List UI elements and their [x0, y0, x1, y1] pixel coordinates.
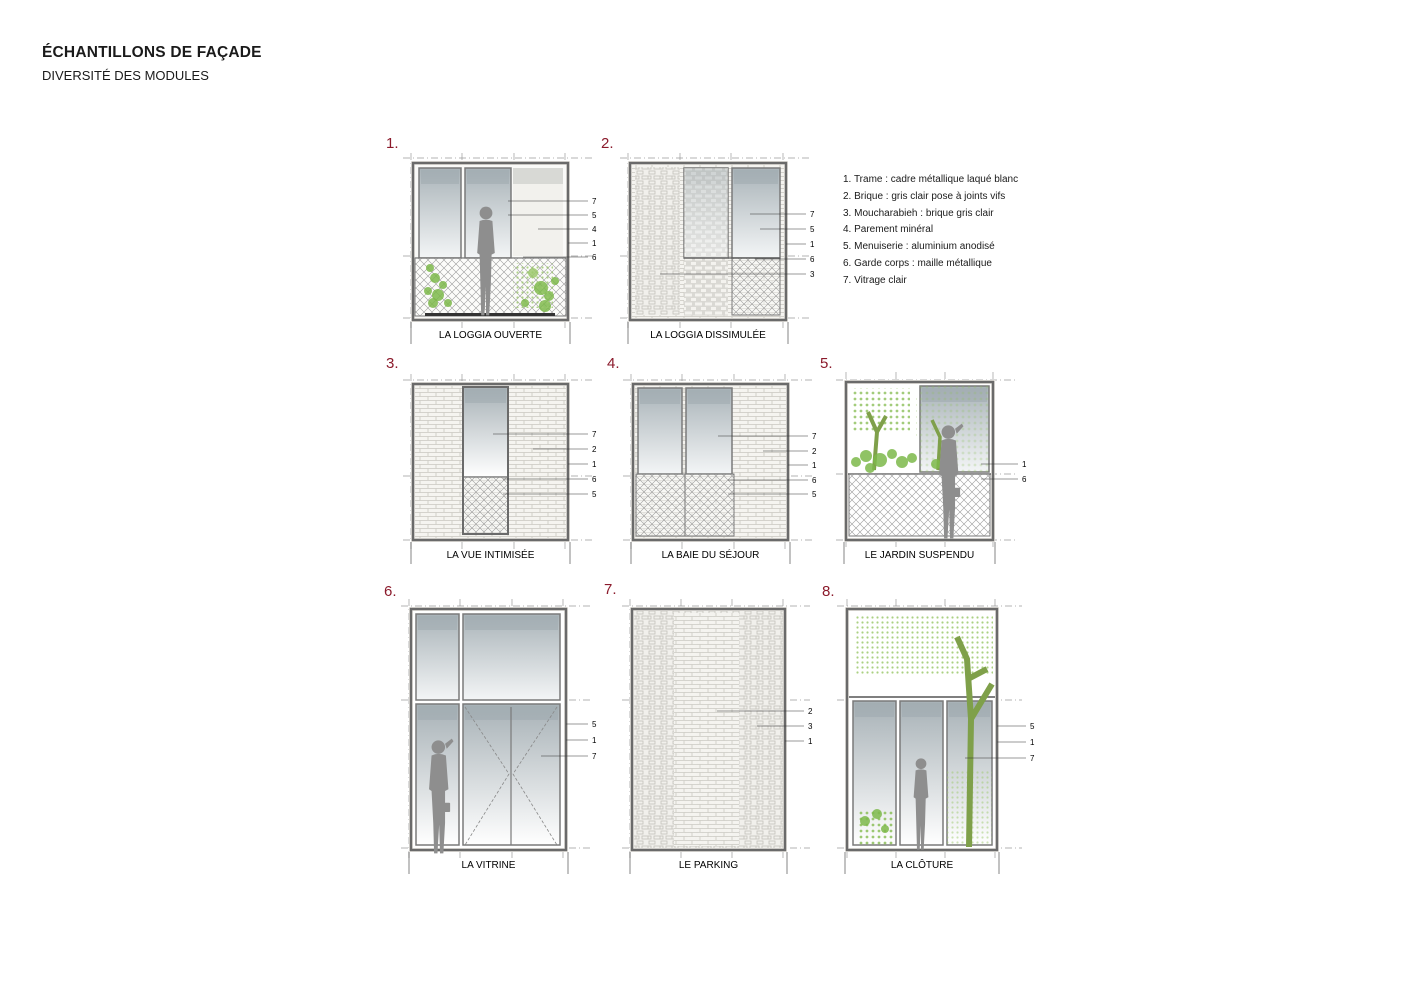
callout-number: 5: [810, 225, 815, 234]
callout-number: 6: [592, 253, 597, 262]
module-number: 5.: [820, 355, 833, 372]
facade-module: [386, 135, 597, 344]
facade-module: [384, 583, 597, 874]
callout-number: 6: [810, 255, 815, 264]
legend-item: 4. Parement minéral: [843, 224, 934, 236]
module-number: 6.: [384, 583, 397, 600]
vegetation-blob: [860, 816, 870, 826]
legend-item: 5. Menuiserie : aluminium anodisé: [843, 241, 995, 253]
vegetation-blob: [873, 453, 887, 467]
vegetation-blob: [907, 453, 917, 463]
facade-module: [601, 135, 815, 344]
mineral-cladding: [513, 184, 563, 256]
tree-canopy: [855, 614, 993, 674]
legend-item: 2. Brique : gris clair pose à joints vifs: [843, 190, 1006, 202]
facade-module: [604, 581, 813, 874]
page-title: ÉCHANTILLONS DE FAÇADE: [42, 44, 262, 61]
callout-number: 5: [1030, 722, 1035, 731]
glass-reflection: [465, 389, 506, 403]
glass-reflection: [640, 390, 680, 404]
vegetation-blob: [439, 281, 447, 289]
module-caption: LA VUE INTIMISÉE: [446, 550, 535, 561]
callout-number: 7: [812, 432, 817, 441]
module-number: 3.: [386, 355, 399, 372]
callout-number: 5: [592, 490, 597, 499]
callout-number: 1: [1022, 460, 1027, 469]
facade-module: [386, 355, 597, 564]
glass-reflection: [418, 706, 457, 720]
callout-number: 1: [592, 460, 597, 469]
callout-number: 1: [810, 240, 815, 249]
moucharabieh-overlay: [684, 168, 728, 316]
legend-item: 1. Trame : cadre métallique laqué blanc: [843, 174, 1019, 185]
vegetation-blob: [428, 298, 438, 308]
callout-number: 5: [812, 490, 817, 499]
glass-reflection: [465, 616, 558, 630]
module-number: 4.: [607, 355, 620, 372]
module-caption: LA LOGGIA DISSIMULÉE: [650, 330, 766, 341]
callout-number: 6: [592, 475, 597, 484]
module-number: 1.: [386, 135, 399, 152]
vegetation-blob: [424, 287, 432, 295]
callout-number: 2: [812, 447, 817, 456]
vegetation-blob: [896, 456, 908, 468]
module-caption: LA VITRINE: [461, 860, 516, 871]
mesh-guardrail: [732, 258, 780, 315]
callout-number: 2: [808, 707, 813, 716]
legend-item: 7. Vitrage clair: [843, 274, 907, 286]
glass-reflection: [467, 170, 509, 184]
vegetation-dots: [513, 263, 553, 308]
facade-module: [822, 583, 1035, 874]
moucharabieh-panel: [635, 167, 680, 315]
vegetation-blob: [430, 273, 440, 283]
legend-item: 6. Garde corps : maille métallique: [843, 257, 992, 269]
legend-item: 3. Moucharabieh : brique gris clair: [843, 207, 994, 219]
callout-number: 7: [592, 430, 597, 439]
glass-reflection: [688, 390, 730, 404]
page-subtitle: DIVERSITÉ DES MODULES: [42, 68, 209, 83]
vegetation-blob: [887, 449, 897, 459]
glass-reflection: [902, 703, 941, 717]
glass-reflection: [734, 170, 778, 184]
vegetation-blob: [860, 450, 872, 462]
callout-number: 7: [810, 210, 815, 219]
mesh-guardrail: [849, 474, 990, 536]
vegetation-blob: [444, 299, 452, 307]
module-number: 7.: [604, 581, 617, 598]
glass-reflection: [855, 703, 894, 717]
callout-number: 6: [812, 476, 817, 485]
glass-reflection: [418, 616, 457, 630]
mesh-guardrail: [463, 477, 508, 534]
vegetation-blob: [851, 457, 861, 467]
module-caption: LA LOGGIA OUVERTE: [438, 330, 543, 341]
vegetation-blob: [931, 459, 941, 469]
callout-number: 1: [592, 736, 597, 745]
callout-number: 5: [592, 211, 597, 220]
module-grid: [384, 135, 1035, 874]
vegetation-blob: [426, 264, 434, 272]
facade-module: [607, 355, 817, 564]
module-caption: LA CLÔTURE: [890, 860, 954, 871]
callout-number: 1: [1030, 738, 1035, 747]
callout-number: 2: [592, 445, 597, 454]
callout-number: 7: [1030, 754, 1035, 763]
callout-number: 1: [808, 737, 813, 746]
callout-number: 3: [810, 270, 815, 279]
callout-number: 3: [808, 722, 813, 731]
module-caption: LE JARDIN SUSPENDU: [864, 550, 975, 561]
glass-reflection: [421, 170, 459, 184]
callout-number: 6: [1022, 475, 1027, 484]
callout-number: 1: [592, 239, 597, 248]
module-number: 8.: [822, 583, 835, 600]
callout-number: 4: [592, 225, 597, 234]
facade-module: [820, 355, 1027, 564]
callout-number: 7: [592, 197, 597, 206]
slab-edge: [425, 313, 555, 316]
mineral-cladding: [513, 168, 563, 184]
module-caption: LA BAIE DU SÉJOUR: [661, 550, 760, 561]
callout-number: 7: [592, 752, 597, 761]
brick-band: [674, 613, 739, 846]
vegetation-blob: [872, 809, 882, 819]
callout-number: 1: [812, 461, 817, 470]
module-number: 2.: [601, 135, 614, 152]
vegetation-blob: [881, 825, 889, 833]
module-caption: LE PARKING: [678, 860, 739, 871]
vegetation-blob: [865, 463, 875, 473]
callout-number: 5: [592, 720, 597, 729]
